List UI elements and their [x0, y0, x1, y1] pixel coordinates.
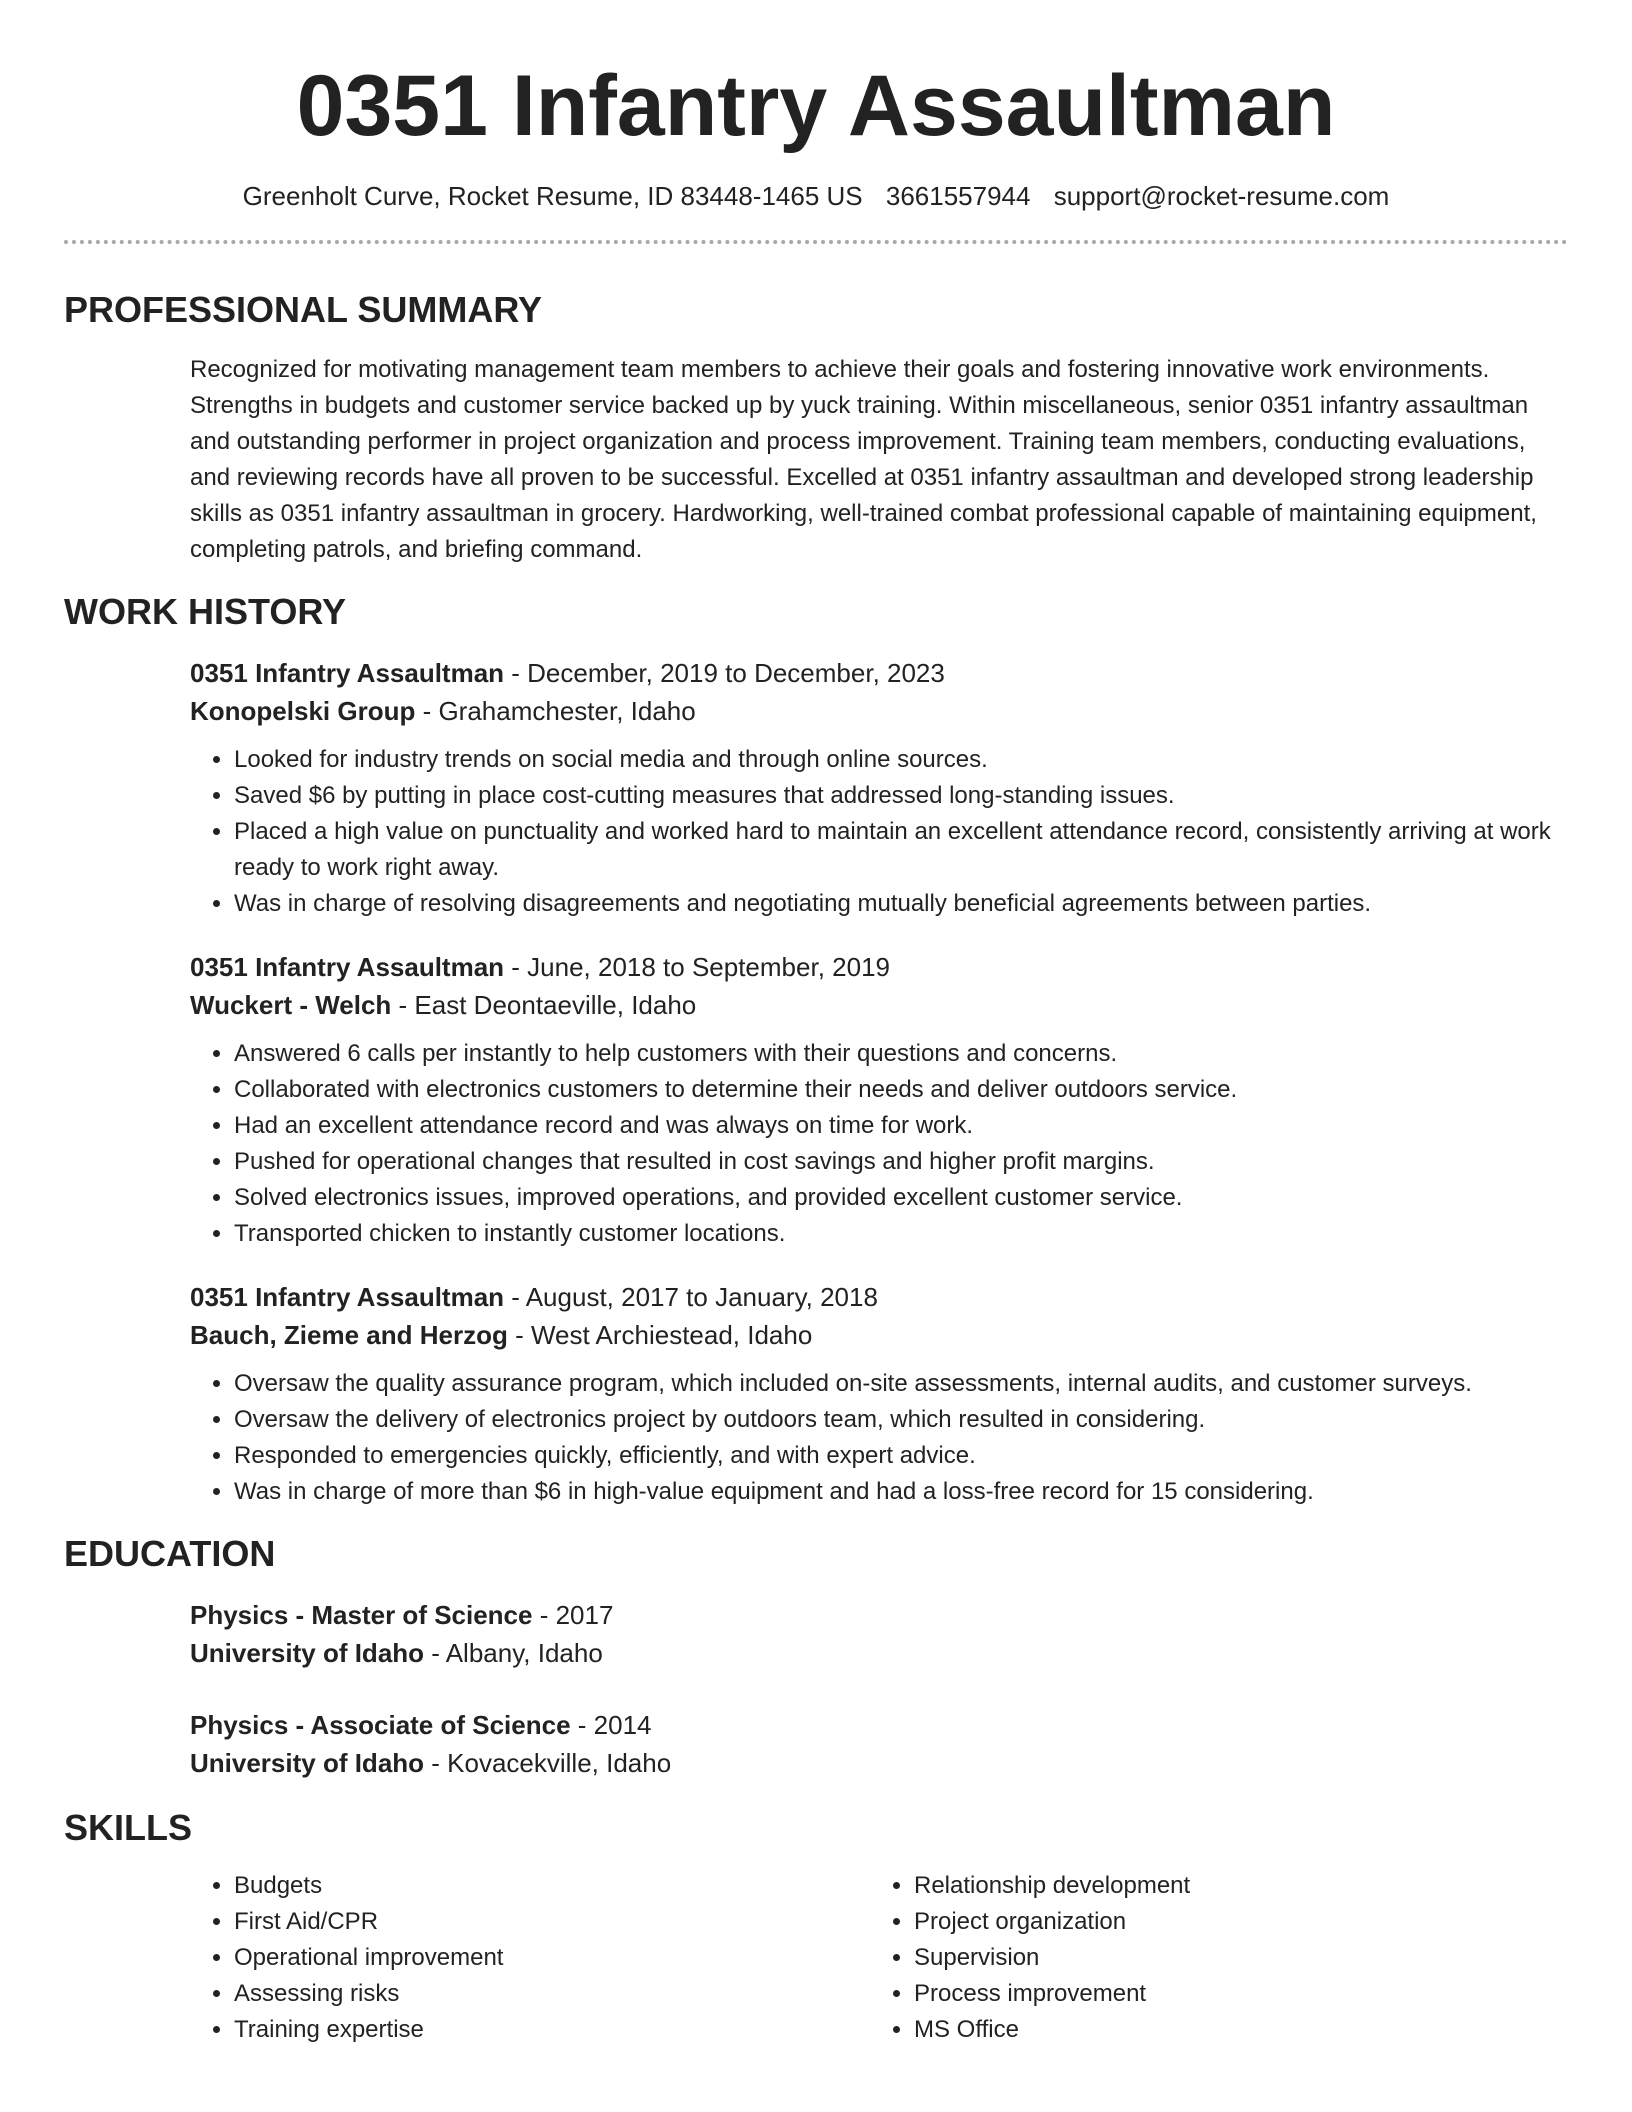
- job-dates: - August, 2017 to January, 2018: [504, 1282, 878, 1312]
- job-dates: - June, 2018 to September, 2019: [504, 952, 890, 982]
- summary-heading: PROFESSIONAL SUMMARY: [64, 289, 543, 330]
- skills-list: [190, 1868, 870, 2048]
- skill-item: • Project organization: [914, 1904, 1550, 1940]
- job-entry: [190, 654, 1568, 922]
- job-location: - Grahamchester, Idaho: [415, 696, 696, 726]
- summary-text: Recognized for motivating management team members to achieve their goals and fostering innovative work environments. Strengths in budgets and customer service backed up by yuck training. Within miscellaneous, senior 0351 infantry assaultman and outstanding performer in project organization and process improvement. Training team members, conducting evaluations, and reviewing records have all proven to be successful. Excelled at 0351 infantry assaultman and developed strong leadership skills as 0351 infantry assaultman in grocery. Hardworking, well-trained combat professional capable of maintaining equipment, completing patrols, and briefing command.: [190, 356, 1537, 563]
- work-history-heading: WORK HISTORY: [64, 591, 347, 632]
- job-dates: - December, 2019 to December, 2023: [504, 658, 945, 688]
- education-entry: [190, 1706, 1568, 1782]
- job-bullet: • Placed a high value on punctuality and worked hard to maintain an excellent attendance record, consistently arriving at work ready to work right away.: [234, 814, 1568, 886]
- skills-heading: SKILLS: [64, 1807, 193, 1848]
- job-bullet: • Looked for industry trends on social media and through online sources.: [234, 742, 1568, 778]
- job-bullets: [190, 1366, 1568, 1510]
- skill-item: • Operational improvement: [234, 1940, 870, 1976]
- education-degree: Physics - Associate of Science: [190, 1710, 571, 1740]
- skill-item: • Process improvement: [914, 1976, 1550, 2012]
- job-bullet: • Was in charge of resolving disagreements and negotiating mutually beneficial agreements between parties.: [234, 886, 1568, 922]
- job-bullet: • Saved $6 by putting in place cost-cutting measures that addressed long-standing issues.: [234, 778, 1568, 814]
- job-bullet: • Collaborated with electronics customers to determine their needs and deliver outdoors service.: [234, 1072, 1568, 1108]
- contact-phone: 3661557944: [885, 181, 1031, 211]
- job-role: 0351 Infantry Assaultman: [190, 1282, 505, 1312]
- job-bullet: • Transported chicken to instantly customer locations.: [234, 1216, 1568, 1252]
- job-bullet: • Pushed for operational changes that resulted in cost savings and higher profit margins.: [234, 1144, 1568, 1180]
- job-bullet: • Oversaw the quality assurance program, which included on-site assessments, internal audits, and customer surveys.: [234, 1366, 1568, 1402]
- summary-section: [190, 352, 1568, 568]
- job-bullet: • Answered 6 calls per instantly to help customers with their questions and concerns.: [234, 1036, 1568, 1072]
- job-location: - West Archiestead, Idaho: [507, 1320, 813, 1350]
- skills-section: [190, 1868, 1568, 2048]
- skill-item: • Supervision: [914, 1940, 1550, 1976]
- skill-item: • First Aid/CPR: [234, 1904, 870, 1940]
- job-role: 0351 Infantry Assaultman: [190, 658, 505, 688]
- job-location: - East Deontaeville, Idaho: [391, 990, 697, 1020]
- education-school: University of Idaho: [190, 1748, 425, 1778]
- education-location: - Albany, Idaho: [424, 1638, 603, 1668]
- education-year: - 2017: [532, 1600, 614, 1630]
- skill-item: • Budgets: [234, 1868, 870, 1904]
- job-role: 0351 Infantry Assaultman: [190, 952, 505, 982]
- job-bullets: [190, 1036, 1568, 1252]
- education-year: - 2014: [570, 1710, 652, 1740]
- job-bullet: • Had an excellent attendance record and was always on time for work.: [234, 1108, 1568, 1144]
- job-bullets: [190, 742, 1568, 922]
- job-title-line: [190, 1278, 1568, 1316]
- job-company-line: [190, 692, 1568, 730]
- education-school: University of Idaho: [190, 1638, 425, 1668]
- job-bullet: • Was in charge of more than $6 in high-value equipment and had a loss-free record for 15 considering.: [234, 1474, 1568, 1510]
- education-heading: EDUCATION: [64, 1533, 276, 1574]
- education-degree: Physics - Master of Science: [190, 1600, 533, 1630]
- skill-item: • Assessing risks: [234, 1976, 870, 2012]
- education-school-line: [190, 1744, 1568, 1782]
- job-bullet: • Responded to emergencies quickly, efficiently, and with expert advice.: [234, 1438, 1568, 1474]
- education-school-line: [190, 1634, 1568, 1672]
- education-degree-line: [190, 1596, 1568, 1634]
- skills-list: [870, 1868, 1550, 2048]
- skill-item: • Relationship development: [914, 1868, 1550, 1904]
- skill-item: • Training expertise: [234, 2012, 870, 2048]
- job-entry: [190, 948, 1568, 1252]
- job-entry: [190, 1278, 1568, 1510]
- work-history-section: [190, 654, 1568, 1510]
- job-company: Konopelski Group: [190, 696, 416, 726]
- job-company-line: [190, 986, 1568, 1024]
- header-divider: [64, 240, 1568, 244]
- job-bullet: • Oversaw the delivery of electronics project by outdoors team, which resulted in considering.: [234, 1402, 1568, 1438]
- contact-line: [64, 180, 1568, 212]
- job-company: Bauch, Zieme and Herzog: [190, 1320, 508, 1350]
- resume-name: 0351 Infantry Assaultman: [296, 58, 1336, 154]
- job-bullet: • Solved electronics issues, improved operations, and provided excellent customer service.: [234, 1180, 1568, 1216]
- job-title-line: [190, 948, 1568, 986]
- skills-column-left: [190, 1868, 870, 2048]
- job-company: Wuckert - Welch: [190, 990, 392, 1020]
- job-company-line: [190, 1316, 1568, 1354]
- contact-address: Greenholt Curve, Rocket Resume, ID 83448-1465 US: [242, 181, 863, 211]
- contact-email: support@rocket-resume.com: [1053, 181, 1390, 211]
- education-entry: [190, 1596, 1568, 1672]
- resume-page: [64, 0, 1568, 2048]
- education-degree-line: [190, 1706, 1568, 1744]
- skill-item: • MS Office: [914, 2012, 1550, 2048]
- skills-column-right: [870, 1868, 1550, 2048]
- education-location: - Kovacekville, Idaho: [424, 1748, 672, 1778]
- education-section: [190, 1596, 1568, 1782]
- job-title-line: [190, 654, 1568, 692]
